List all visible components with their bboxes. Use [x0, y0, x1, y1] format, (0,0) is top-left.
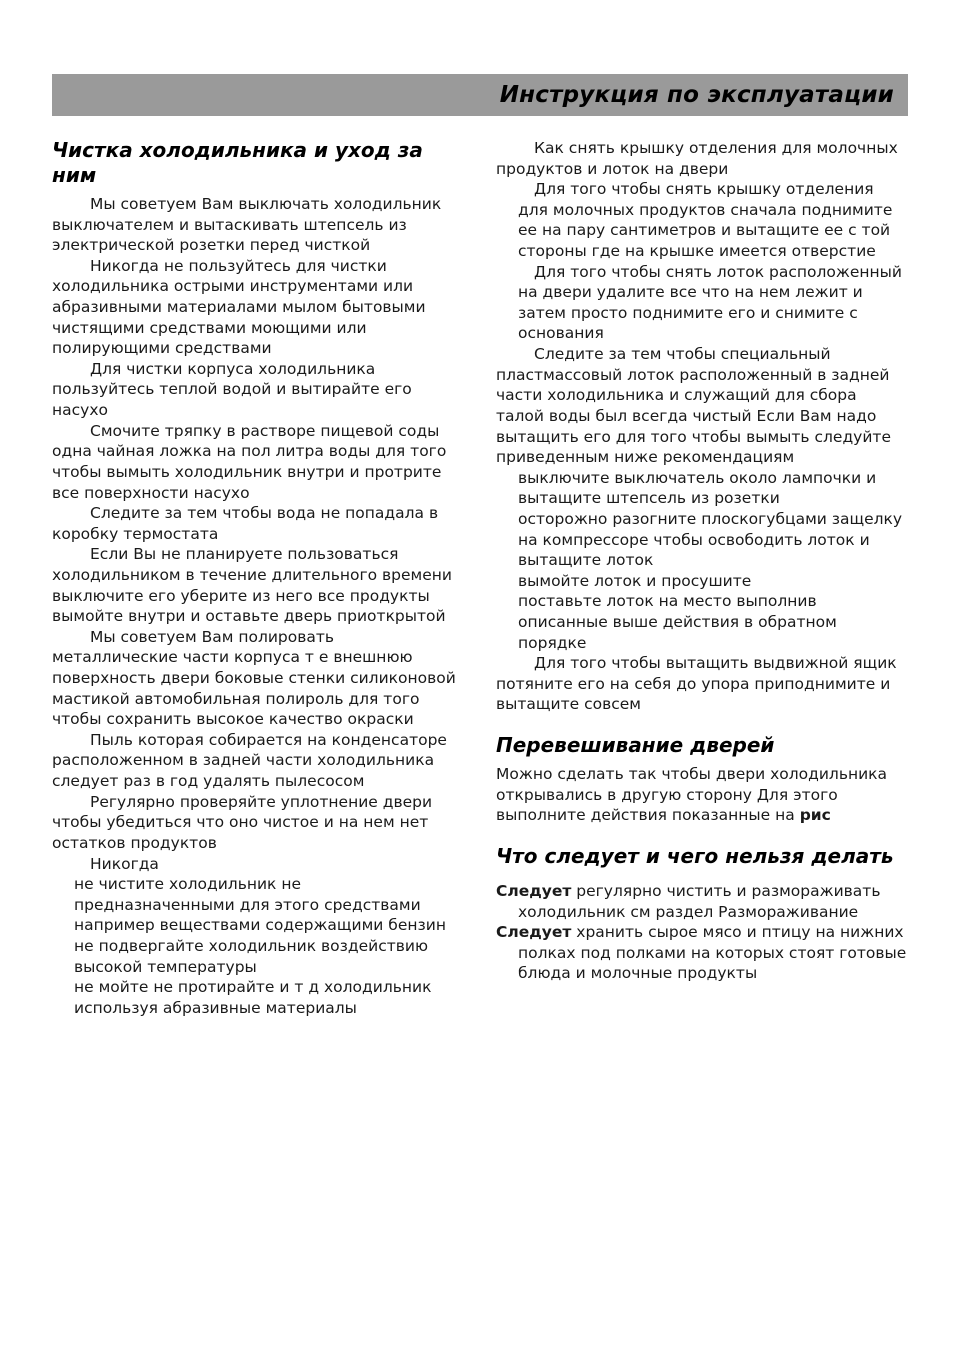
paragraph: Если Вы не планируете пользоваться холодильником в течение длительного времени выключите его уберите из него все продукты вымойте внутри и оставьте дверь приоткрытой — [52, 545, 452, 626]
tip-lead: Следует — [496, 881, 572, 900]
paragraph-text: Можно сделать так чтобы двери холодильника открывались в другую сторону Для этого выполните действия показанные на — [496, 765, 888, 825]
paragraph: Никогда не пользуйтесь для чистки холодильника острыми инструментами или абразивными материалами мылом бытовыми чистящими средствами моющими или полирующими средствами — [52, 256, 426, 358]
page-header-bar — [52, 74, 908, 116]
paragraph: Для того чтобы снять крышку отделения для молочных продуктов сначала поднимите ее на пару сантиметров и вытащите ее с той стороны где на крышке имеется отверстие — [518, 180, 893, 261]
section-title-dos-and-donts: Что следует и чего нельзя делать — [496, 843, 894, 868]
paragraph: Регулярно проверяйте уплотнение двери чтобы убедиться что оно чистое и на нем нет остатков продуктов — [52, 792, 433, 852]
left-column — [52, 138, 460, 1018]
paragraph — [496, 764, 908, 826]
paragraph: Следите за тем чтобы вода не попадала в коробку термостата — [52, 504, 439, 543]
page-header-title: Инструкция по эксплуатации — [499, 82, 894, 108]
section-title-door-reversal: Перевешивание дверей — [496, 733, 775, 758]
paragraph: Мы советуем Вам выключать холодильник выключателем и вытаскивать штепсель из электрической розетки перед чисткой — [52, 195, 442, 255]
list-item: вытащите лоток — [518, 551, 654, 570]
right-column — [496, 138, 908, 1018]
list-item: вымойте лоток и просушите — [518, 571, 752, 590]
tip-item — [496, 881, 908, 922]
list-item: поставьте лоток на место выполнив описанные выше действия в обратном порядке — [518, 592, 837, 652]
list-item: не мойте не протирайте и т д холодильник используя абразивные материалы — [74, 978, 432, 1017]
paragraph: Пыль которая собирается на конденсаторе расположенном в задней части холодильника следует раз в год удалять пылесосом — [52, 730, 447, 791]
tip-text: хранить сырое мясо и птицу на нижних полках под полками на которых стоят готовые блюда и молочные продукты — [518, 923, 907, 983]
paragraph: Для того чтобы вытащить выдвижной ящик потяните его на себя до упора приподнимите и вытащите совсем — [496, 654, 897, 714]
tip-lead: Следует — [496, 923, 572, 942]
paragraph: Для того чтобы снять лоток расположенный на двери удалите все что на нем лежит и затем просто поднимите его и снимите с основания — [518, 262, 902, 343]
never-label: Никогда — [90, 854, 159, 873]
section-title-cleaning: Чистка холодильника и уход за ним — [52, 138, 423, 187]
figure-reference: рис — [799, 806, 831, 825]
list-item: не чистите холодильник не предназначенными для этого средствами например веществами содержащими бензин — [74, 875, 446, 935]
paragraph: Следите за тем чтобы специальный пластмассовый лоток расположенный в задней части холодильника и служащий для сбора талой воды был всегда чистый Если Вам надо вытащить его для того чтобы вымыть следуйте приведенным ниже рекомендациям — [496, 345, 891, 467]
list-item: выключите выключатель около лампочки и вытащите штепсель из розетки — [518, 468, 877, 508]
paragraph: Для чистки корпуса холодильника пользуйтесь теплой водой и вытирайте его насухо — [52, 359, 412, 420]
paragraph: Смочите тряпку в растворе пищевой соды одна чайная ложка на пол литра воды для того чтобы вымыть холодильник внутри и протрите все поверхности насухо — [52, 421, 447, 502]
list-item: не подвергайте холодильник воздействию высокой температуры — [74, 936, 429, 976]
tip-item — [496, 922, 908, 984]
two-column-body — [52, 138, 908, 1018]
paragraph: Мы советуем Вам полировать металлические части корпуса т е внешнюю поверхность двери боковые стенки силиконовой мастикой автомобильная полироль для того чтобы сохранить высокое качество окраски — [52, 627, 456, 729]
paragraph: Как снять крышку отделения для молочных продуктов и лоток на двери — [496, 139, 898, 178]
tip-text: регулярно чистить и размораживать холодильник см раздел Размораживание — [518, 881, 881, 921]
list-item: осторожно разогните плоскогубцами защелку на компрессоре чтобы освободить лоток и — [518, 509, 903, 549]
